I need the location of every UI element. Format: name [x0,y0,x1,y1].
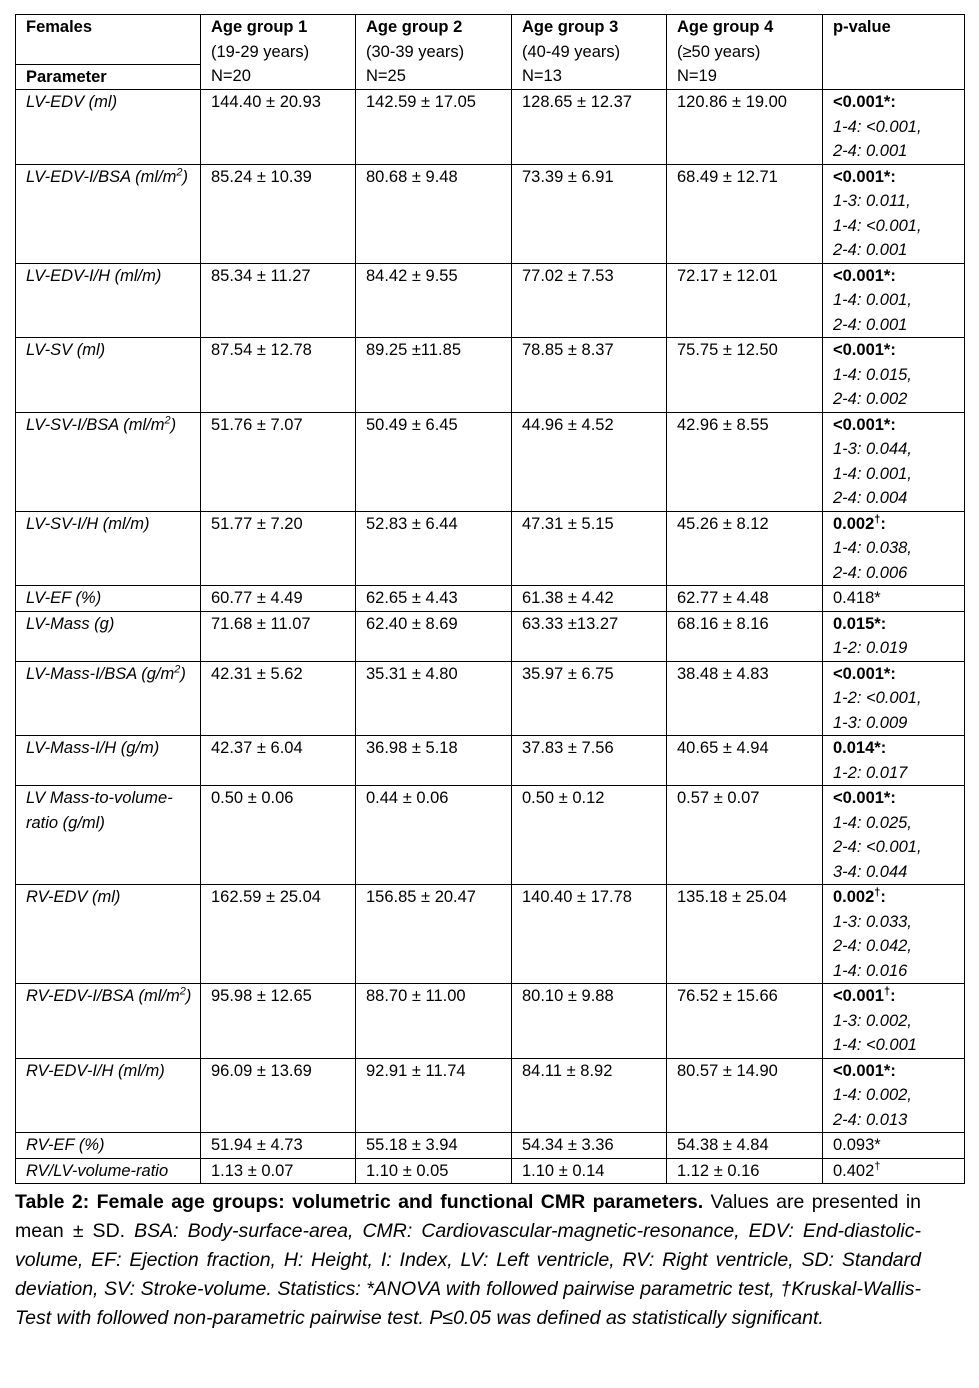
parameter-cell [16,263,201,338]
value-cell-group-1 [201,511,356,586]
p-value-pairwise: 2-4: 0.002 [833,390,908,408]
p-value-pairwise: 1-4: 0.002, [833,1086,912,1104]
p-value-cell [823,736,965,786]
p-value-pairwise: 1-3: 0.002, [833,1011,912,1030]
value-text: 85.24 ± 10.39 [211,167,312,186]
p-value-cell [823,984,965,1059]
value-text: 96.09 ± 13.69 [211,1061,312,1080]
table-row [16,164,965,263]
value-text: 61.38 ± 4.42 [522,589,614,607]
value-text: 0.57 ± 0.07 [677,789,760,807]
p-value-pairwise: 1-4: 0.016 [833,961,908,980]
value-text: 135.18 ± 25.04 [677,888,787,906]
value-text: 80.57 ± 14.90 [677,1061,778,1080]
parameter-label: LV-EDV-I/H (ml/m) [26,266,162,285]
value-cell-group-1 [201,885,356,984]
value-text: 72.17 ± 12.01 [677,266,778,285]
value-cell-group-3 [512,1133,667,1159]
parameter-label: LV-Mass-I/H (g/m) [26,739,160,757]
p-value-main: <0.001*: [833,789,896,807]
parameter-cell [16,661,201,736]
value-cell-group-4 [667,412,823,511]
p-value-pairwise: 2-4: 0.013 [833,1110,908,1129]
caption-abbreviations: BSA: Body-surface-area, CMR: Cardiovascular-magnetic-resonance, EDV: End-diastolic-volume, EF: Ejection fraction, H: Height, I: Index, LV: Left ventricle, RV: Right ventricle, SD: Standard deviation, SV: Stroke-volume. [15,1220,921,1300]
value-cell-group-3 [512,1058,667,1133]
value-text: 47.31 ± 5.15 [522,514,614,533]
parameter-label: LV-Mass-I/BSA $(g/m^2)$ [26,663,186,683]
value-text: 75.75 ± 12.50 [677,341,778,359]
value-cell-group-2 [356,661,512,736]
value-text: 76.52 ± 15.66 [677,987,778,1005]
value-text: 36.98 ± 5.18 [366,739,458,757]
value-text: 78.85 ± 8.37 [522,341,614,359]
value-text: 40.65 ± 4.94 [677,739,769,757]
value-cell-group-3 [512,586,667,612]
value-cell-group-1 [201,736,356,786]
parameter-label: LV-EDV (ml) [26,93,118,111]
p-value-main: <0.001*: [833,1061,896,1080]
value-text: 71.68 ± 11.07 [211,614,311,633]
value-text: 68.49 ± 12.71 [677,167,778,186]
p-value-pairwise: 2-4: 0.001 [833,241,908,259]
value-cell-group-1 [201,338,356,413]
value-text: 80.10 ± 9.88 [522,987,614,1005]
p-value-cell [823,338,965,413]
value-cell-group-1 [201,786,356,885]
value-text: 1.10 ± 0.05 [366,1161,449,1180]
p-value-pairwise: 1-3: 0.009 [833,713,908,732]
value-text: 38.48 ± 4.83 [677,664,769,683]
value-cell-group-2 [356,1058,512,1133]
table-row [16,90,965,165]
table-row [16,786,965,885]
p-value-main: 0.418* [833,589,881,607]
value-text: 84.42 ± 9.55 [366,266,458,285]
value-text: 62.77 ± 4.48 [677,589,769,607]
value-text: 95.98 ± 12.65 [211,987,312,1005]
p-value-pairwise: 1-3: 0.011, [833,192,911,210]
p-value-main: <0.001*: [833,415,896,434]
p-value-pairwise: 1-4: 0.038, [833,539,912,557]
parameter-cell [16,586,201,612]
table-row [16,1158,965,1184]
value-cell-group-4 [667,1133,823,1159]
value-text: 62.40 ± 8.69 [366,614,458,633]
caption-statistics: Statistics: *ANOVA with followed pairwise parametric test, †Kruskal-Wallis-Test with followed non-parametric pairwise test. P≤0.05 was defined as statistically significant. [15,1278,921,1329]
p-value-cell [823,885,965,984]
value-cell-group-3 [512,611,667,661]
value-cell-group-4 [667,1158,823,1184]
value-cell-group-1 [201,263,356,338]
value-text: 140.40 ± 17.78 [522,888,632,906]
value-cell-group-4 [667,1058,823,1133]
table-row [16,1133,965,1159]
parameter-label: RV-EF (%) [26,1136,105,1154]
female-cmr-table [15,14,965,1184]
value-text: 35.31 ± 4.80 [366,664,458,683]
value-text: 50.49 ± 6.45 [366,415,458,434]
value-cell-group-4 [667,90,823,165]
p-value-main: <0.001†: [833,985,896,1005]
p-value-cell [823,90,965,165]
value-text: 142.59 ± 17.05 [366,93,476,111]
table-row [16,984,965,1059]
value-text: 162.59 ± 25.04 [211,888,321,906]
value-cell-group-1 [201,1133,356,1159]
value-cell-group-4 [667,263,823,338]
parameter-label: LV-SV-I/BSA $(ml/m^2)$ [26,414,177,434]
table-row [16,736,965,786]
parameter-label: LV-EF (%) [26,589,102,607]
value-cell-group-4 [667,736,823,786]
value-cell-group-4 [667,338,823,413]
header-parameter: Parameter [26,68,107,86]
value-cell-group-4 [667,885,823,984]
value-cell-group-4 [667,786,823,885]
value-cell-group-1 [201,611,356,661]
p-value-pairwise: 1-4: 0.001, [833,291,912,309]
value-text: 89.25 ±11.85 [366,341,461,359]
p-value-pairwise: 2-4: 0.001 [833,142,908,160]
value-text: 45.26 ± 8.12 [677,514,769,533]
table-row [16,586,965,612]
header-females: Females [16,15,200,65]
value-cell-group-3 [512,511,667,586]
p-value-pairwise: 2-4: 0.006 [833,563,908,582]
p-value-pairwise: 1-2: <0.001, [833,689,922,707]
value-text: 54.34 ± 3.36 [522,1136,614,1154]
parameter-cell [16,611,201,661]
p-value-pairwise: 1-2: 0.017 [833,763,908,782]
p-value-pairwise: 2-4: 0.004 [833,489,908,507]
header-p-value: p-value [823,15,965,90]
p-value-main: 0.093* [833,1136,881,1154]
table-row [16,412,965,511]
parameter-cell [16,164,201,263]
p-value-pairwise: 2-4: <0.001, [833,838,922,856]
p-value-cell [823,586,965,612]
value-text: 42.31 ± 5.62 [211,664,303,683]
p-value-main: <0.001*: [833,167,896,186]
p-value-cell [823,1058,965,1133]
parameter-label: LV-SV (ml) [26,341,106,359]
parameter-label: LV-Mass (g) [26,614,115,633]
p-value-cell [823,1158,965,1184]
value-text: 1.13 ± 0.07 [211,1161,294,1180]
value-text: 54.38 ± 4.84 [677,1136,769,1154]
p-value-main: 0.014*: [833,739,887,757]
value-text: 0.50 ± 0.12 [522,789,605,807]
value-cell-group-2 [356,338,512,413]
table-row [16,1058,965,1133]
p-value-pairwise: 3-4: 0.044 [833,862,908,881]
value-text: 73.39 ± 6.91 [522,167,614,186]
parameter-label: LV-EDV-I/BSA $(ml/m^2)$ [26,166,188,186]
value-cell-group-3 [512,885,667,984]
parameter-cell [16,885,201,984]
header-age-group-3: Age group 3 (40-49 years) N=13 [512,15,667,90]
header-age-group-2: Age group 2 (30-39 years) N=25 [356,15,512,90]
value-cell-group-3 [512,736,667,786]
caption-title: Table 2: Female age groups: volumetric and functional CMR parameters. [15,1191,704,1213]
value-text: 51.94 ± 4.73 [211,1136,303,1154]
value-cell-group-3 [512,786,667,885]
value-cell-group-3 [512,412,667,511]
p-value-cell [823,412,965,511]
value-cell-group-4 [667,661,823,736]
value-cell-group-1 [201,1058,356,1133]
value-cell-group-3 [512,90,667,165]
p-value-pairwise: 1-4: <0.001, [833,216,922,235]
value-cell-group-3 [512,164,667,263]
value-text: 63.33 ±13.27 [522,614,619,633]
p-value-cell [823,1133,965,1159]
value-cell-group-2 [356,984,512,1059]
table-row [16,511,965,586]
table-row [16,611,965,661]
value-text: 88.70 ± 11.00 [366,987,466,1005]
value-text: 51.77 ± 7.20 [211,514,303,533]
value-text: 52.83 ± 6.44 [366,514,458,533]
value-text: 0.44 ± 0.06 [366,789,449,807]
value-cell-group-2 [356,1133,512,1159]
p-value-main: <0.001*: [833,341,896,359]
p-value-pairwise: 1-3: 0.033, [833,912,912,931]
caption-summary: Values are presented in mean ± SD. [15,1191,921,1242]
value-cell-group-4 [667,984,823,1059]
value-text: 51.76 ± 7.07 [211,415,303,434]
p-value-pairwise: 2-4: 0.001 [833,315,908,334]
value-cell-group-2 [356,90,512,165]
document-page [15,14,964,1353]
value-cell-group-3 [512,1158,667,1184]
table-body [16,90,965,1184]
value-cell-group-2 [356,885,512,984]
p-value-main: 0.015*: [833,614,887,633]
value-text: 77.02 ± 7.53 [522,266,614,285]
value-text: 42.96 ± 8.55 [677,415,769,434]
value-cell-group-1 [201,90,356,165]
table-caption [15,1188,921,1333]
value-text: 35.97 ± 6.75 [522,664,614,683]
value-text: 144.40 ± 20.93 [211,93,321,111]
header-age-group-1: Age group 1 (19-29 years) N=20 [201,15,356,90]
value-cell-group-3 [512,263,667,338]
value-cell-group-1 [201,1158,356,1184]
value-text: 37.83 ± 7.56 [522,739,614,757]
value-cell-group-1 [201,661,356,736]
value-cell-group-2 [356,611,512,661]
table-row [16,263,965,338]
p-value-cell [823,263,965,338]
value-cell-group-2 [356,1158,512,1184]
value-text: 1.12 ± 0.16 [677,1161,760,1180]
value-text: 80.68 ± 9.48 [366,167,458,186]
value-text: 0.50 ± 0.06 [211,789,294,807]
value-cell-group-2 [356,736,512,786]
p-value-pairwise: 1-3: 0.044, [833,440,912,458]
value-cell-group-4 [667,586,823,612]
p-value-cell [823,611,965,661]
p-value-main: 0.002†: [833,886,886,906]
value-text: 92.91 ± 11.74 [366,1061,466,1080]
value-text: 60.77 ± 4.49 [211,589,303,607]
value-cell-group-2 [356,586,512,612]
parameter-cell [16,736,201,786]
p-value-main: 0.402† [833,1160,881,1180]
p-value-main: <0.001*: [833,93,896,111]
value-text: 62.65 ± 4.43 [366,589,458,607]
value-cell-group-2 [356,786,512,885]
value-cell-group-2 [356,412,512,511]
value-text: 120.86 ± 19.00 [677,93,787,111]
table-row [16,885,965,984]
parameter-cell [16,1133,201,1159]
p-value-pairwise: 1-4: <0.001 [833,1036,917,1054]
parameter-cell [16,786,201,885]
p-value-cell [823,786,965,885]
value-cell-group-1 [201,586,356,612]
table-header-row [16,15,965,90]
parameter-label: LV Mass-to-volume-ratio (g/ml) [26,789,173,832]
p-value-pairwise: 1-4: 0.025, [833,813,912,832]
parameter-label: RV/LV-volume-ratio [26,1161,169,1180]
value-text: 128.65 ± 12.37 [522,93,632,111]
p-value-pairwise: 1-2: 0.019 [833,639,908,657]
p-value-pairwise: 1-4: 0.015, [833,365,912,384]
parameter-label: RV-EDV-I/BSA $(ml/m^2)$ [26,985,192,1005]
value-text: 1.10 ± 0.14 [522,1161,605,1180]
value-cell-group-4 [667,611,823,661]
value-text: 68.16 ± 8.16 [677,614,769,633]
p-value-pairwise: 2-4: 0.042, [833,937,912,955]
table-row [16,338,965,413]
value-cell-group-1 [201,164,356,263]
p-value-main: <0.001*: [833,664,896,683]
value-text: 156.85 ± 20.47 [366,888,476,906]
parameter-cell [16,1158,201,1184]
value-text: 85.34 ± 11.27 [211,266,311,285]
value-cell-group-2 [356,164,512,263]
value-text: 87.54 ± 12.78 [211,341,312,359]
value-cell-group-3 [512,661,667,736]
parameter-cell [16,90,201,165]
parameter-cell [16,511,201,586]
p-value-cell [823,511,965,586]
header-females-parameter [16,15,201,90]
value-cell-group-1 [201,984,356,1059]
value-cell-group-2 [356,511,512,586]
parameter-label: LV-SV-I/H (ml/m) [26,514,150,533]
value-cell-group-4 [667,164,823,263]
header-age-group-4: Age group 4 (≥50 years) N=19 [667,15,823,90]
parameter-label: RV-EDV (ml) [26,888,121,906]
parameter-cell [16,984,201,1059]
parameter-cell [16,338,201,413]
value-cell-group-3 [512,338,667,413]
value-text: 84.11 ± 8.92 [522,1061,613,1080]
p-value-cell [823,164,965,263]
parameter-cell [16,1058,201,1133]
value-text: 55.18 ± 3.94 [366,1136,458,1154]
p-value-pairwise: 1-4: 0.001, [833,464,912,483]
value-cell-group-1 [201,412,356,511]
parameter-cell [16,412,201,511]
value-cell-group-3 [512,984,667,1059]
value-cell-group-2 [356,263,512,338]
value-text: 42.37 ± 6.04 [211,739,303,757]
p-value-main: 0.002†: [833,513,886,533]
p-value-main: <0.001*: [833,266,896,285]
table-row [16,661,965,736]
value-text: 44.96 ± 4.52 [522,415,614,434]
p-value-pairwise: 1-4: <0.001, [833,117,922,136]
p-value-cell [823,661,965,736]
parameter-label: RV-EDV-I/H (ml/m) [26,1061,165,1080]
value-cell-group-4 [667,511,823,586]
